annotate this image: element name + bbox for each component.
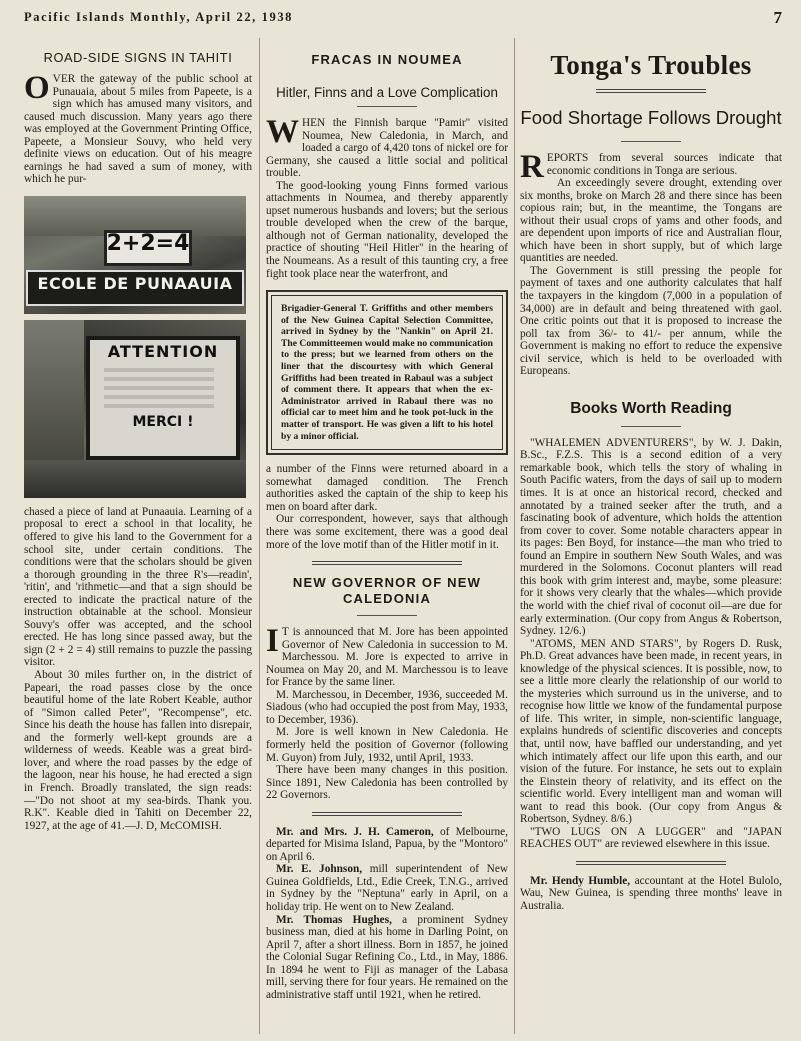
drop-cap: I: [266, 623, 279, 660]
column-middle: [266, 38, 508, 1001]
column-right: [520, 38, 782, 913]
article-paragraph: The Government is still pressing the people for payment of taxes and one authority calculates that half the taxpayers in the kingdom (7,000 in a population of 34,000) are in default and being threatened with gaol. One critic points out that it is proposed to increase the poll tax from 36/- to 41/- per annum, while the Government is making no effort to reduce the expensive civil service, which is held to be overloaded with Europeans.: [520, 264, 782, 378]
sign-2plus2: 2+2=4: [106, 230, 190, 256]
news-item: Mr. and Mrs. J. H. Cameron, of Melbourne, departed for Misima Island, Papua, by the "Montoro" on April 6.: [266, 825, 509, 863]
article-subtitle: Food Shortage Follows Drought: [520, 107, 782, 128]
divider: [621, 426, 681, 427]
section-title-books: Books Worth Reading: [570, 399, 732, 417]
page-header: [24, 10, 782, 32]
article-title-fracas: FRACAS IN NOUMEA: [311, 52, 463, 67]
divider: [621, 141, 681, 142]
article-paragraph: About 30 miles further on, in the district of Papeari, the road passes close by the once beautiful home of the late Robert Keable, author of "Simon called Peter", "Recompense", etc. Since his death the house has fallen into disrepair, and the formerly well-kept grounds are a wilderness of weeds. Keable was a great bird-lover, and where the road passes by the edge of the lagoon, near his house, he had erected a sign in French. Broadly translated, the sign reads:—"Do not shoot at my sea-birds. Thank you. R.K". Keable died in Tahiti on December 22, 1927, at the age of 41.—J. D, McCOMISH.: [24, 669, 252, 832]
boxed-notice: [266, 290, 508, 455]
article-title-tahiti: ROAD-SIDE SIGNS IN TAHITI: [43, 50, 233, 65]
sign-ecole: ECOLE DE PUNAAUIA: [37, 273, 233, 293]
column-divider: [514, 38, 515, 1034]
divider: [312, 561, 462, 565]
article-paragraph: Our correspondent, however, says that although there was some excitement, there was a good deal more of the love motif than of the Hitler motif in it.: [266, 513, 508, 551]
article-paragraph: The good-looking young Finns formed various attachments in Noumea, and thereby apparently upset numerous husbands and lovers; but the serious trouble developed when the crew of the barque, although not of German nationality, developed the practice of shouting "Heil Hitler" in the hearing of the Noumeans. As a result of this taunting cry, a free fight took place near the waterfront, and: [266, 179, 508, 280]
page-number: 7: [773, 8, 782, 27]
sign-attention: ATTENTION: [107, 341, 219, 361]
article-paragraph: a number of the Finns were returned aboard in a somewhat damaged condition. The French authorities asked the captain of the ship to keep his men on board after dark.: [266, 463, 508, 513]
divider: [576, 861, 726, 865]
news-item: Mr. E. Johnson, mill superintendent of New Guinea Goldfields, Ltd., Edie Creek, T.N.G., arrived in Sydney by the "Neptuna" early in April, on a holiday trip. He went on to New Zealand.: [266, 863, 508, 913]
photo-school-sign: [24, 196, 246, 314]
book-review: "ATOMS, MEN AND STARS", by Rogers D. Rusk, Ph.D. Great advances have been made, in recent years, in knowledge of the physical sciences. It is possible, now, to see a little more clearly the relationship of our world to the mysteries which surround us in the universe, and to recognise how little we know of the fundamental purpose of life. This writer, in simple, non-scientific language, explains hundreds of scientific discoveries and concepts that, until now, have baffled our understanding, and yet which intimately affect our life upon this earth, and our vision of the future. For instance, he sets out to explain the Einstein theory of relativity, and its effect on the scientific world. Every intelligent man and woman will want to read this book. (Our copy from Angus & Robertson, Sydney. 8/6.): [520, 637, 782, 826]
article-paragraph: WHEN the Finnish barque "Pamir" visited Noumea, New Caledonia, in March, and loaded a cargo of 4,420 tons of nickel ore for Germany, she caused a little social and political trouble.: [266, 114, 508, 180]
article-title-governor: NEW GOVERNOR OF NEW CALEDONIA: [292, 575, 482, 607]
article-paragraph: An exceedingly severe drought, extending over six months, broke on March 28 and there since has been copious rain; but, in the meantime, the Tongans are without their usual crops of yams and other foods, and are dependent upon imports of rice and Australian flour, which have been in short supply, but of which large quantities are needed.: [520, 177, 782, 265]
boxed-notice-text: Brigadier-General T. Griffiths and other members of the New Guinea Capital Selection Committee, arrived in Sydney by the "Nankin" on April 21. The Committeemen would make no communication to the press; but we learned from others on the liner that the discourtesy with which General Griffiths had been treated in Rabaul was a subject of comment there. It appears that when the ex-Administrator arrived in Rabaul there was no official car to meet him and he took pot-luck in the matter of transport. He was given a lift to his hotel by a minor official.: [271, 295, 503, 450]
article-paragraph: M. Jore is well known in New Caledonia. He formerly held the position of Governor (following M. Guyon) from July, 1932, until April, 1933.: [266, 726, 508, 764]
book-review: "TWO LUGS ON A LUGGER" and "JAPAN REACHES OUT" are reviewed elsewhere in this issue.: [520, 825, 782, 851]
photo-attention-sign: [24, 320, 246, 498]
article-subtitle: Hitler, Finns and a Love Complication: [276, 85, 498, 100]
drop-cap: R: [520, 149, 544, 185]
sign-merci: MERCI !: [132, 413, 194, 430]
article-paragraph: I T is announced that M. Jore has been appointed Governor of New Caledonia in succession to M. Marchessou. M. Jore is expected to arrive in Noumea on May 20, and M. Marchessou is to leave for France by the same liner.: [266, 623, 508, 689]
divider: [357, 615, 417, 616]
article-title-tonga: Tonga's Troubles: [550, 50, 752, 80]
news-item: Mr. Hendy Humble, accountant at the Hotel Bulolo, Wau, New Guinea, is spending three months' leave in Australia.: [520, 874, 782, 912]
publication-line: Pacific Islands Monthly, April 22, 1938: [24, 10, 294, 24]
article-paragraph: chased a piece of land at Punaauia. Learning of a proposal to erect a school in that locality, he offered to give his land to the Government for a school site, under certain conditions. The conditions were that the scholars should be given a thorough grounding in the three R's—readin', 'ritin', and 'rithmetic—and that a sign should be erected to indicate the practical nature of the instruction obtainable at the school. Monsieur Souvy's offer was accepted, and the school erected. He has long since passed away, but the sign (2 + 2 = 4) still remains to puzzle the passing visitor.: [24, 505, 252, 669]
divider: [596, 89, 706, 93]
article-paragraph: M. Marchessou, in December, 1936, succeeded M. Siadous (who had occupied the post from May, 1933, to December, 1936).: [266, 688, 508, 726]
divider: [312, 812, 462, 816]
book-review: "WHALEMEN ADVENTURERS", by W. J. Dakin, B.Sc., F.Z.S. This is a second edition of a very remarkable book, which tells the story of whaling in South Pacific waters, from the days of sail up to modern times. It is at once an historical record, checked and annotated by a trained seeker after the truth, and a fascinating book of adventure, which holds the attention from cover to cover. Some notable characters appear in its pages: Ben Boyd, for instance—the man who tried to found an Empire in southern New South Wales, and was murdered in the Solomons. Coconut planters will read this book with grim interest and, maybe, some pleasure: for it shows very clearly that the whales—which provide the world with the chief rival of coconut oil—are due for early extermination. (Our copy from Angus & Robertson, Sydney. 12/6.): [520, 436, 782, 638]
drop-cap: W: [266, 114, 299, 150]
article-paragraph: OVER the gateway of the public school at Punauaia, about 5 miles from Papeete, is a sign which has amused many visitors, and caused much discussion. Many years ago there was employed at the Government Printing Office, Papeete, a Monsieur Souvy, who held very definite views on education. Out of his meagre earnings he had saved a sum of money, with which he pur-: [24, 70, 252, 186]
article-paragraph: There have been many changes in this position. Since 1891, New Caledonia has been controlled by 22 Governors.: [266, 764, 508, 802]
drop-cap: O: [24, 70, 50, 106]
column-left: [24, 38, 252, 832]
divider: [357, 106, 417, 107]
column-divider: [259, 38, 260, 1034]
news-item: Mr. Thomas Hughes, a prominent Sydney business man, died at his home in Darling Point, on April 7, after a short illness. Born in 1857, he joined the Colonial Sugar Refining Co., Ltd., in May, 1886. In 1894 he went to Fiji as manager of the Labasa mill, serving there for four years. He remained on the administrative staff until 1921, when he retired.: [266, 913, 508, 1001]
article-paragraph: REPORTS from several sources indicate that economic conditions in Tonga are serious.: [520, 149, 782, 185]
